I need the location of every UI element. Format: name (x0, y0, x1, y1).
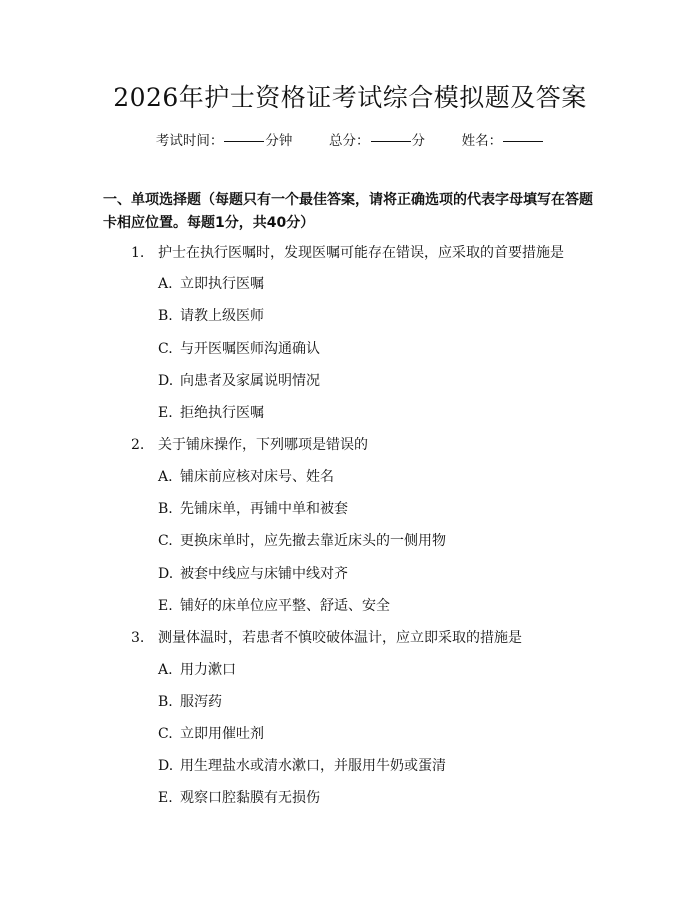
time-label: 考试时间： (155, 133, 224, 149)
score-unit: 分 (411, 133, 425, 149)
option-item (158, 531, 446, 551)
question-1 (131, 243, 564, 263)
page-title: 2026年护士资格证考试综合模拟题及答案 (113, 83, 587, 112)
name-label: 姓名： (461, 133, 503, 149)
option-text: 铺好的床单位应平整、舒适、安全 (180, 598, 390, 614)
option-letter: E. (158, 405, 173, 421)
option-item (158, 756, 446, 776)
option-item (158, 660, 236, 680)
option-letter: D. (158, 373, 174, 389)
score-label: 总分： (329, 133, 370, 149)
option-letter: C. (158, 341, 173, 357)
option-item (158, 371, 320, 391)
option-item (158, 306, 264, 326)
option-text: 立即执行医嘱 (180, 276, 264, 292)
time-unit: 分钟 (265, 133, 293, 149)
question-stem: 测量体温时，若患者不慎咬破体温计，应立即采取的措施是 (158, 630, 522, 646)
exam-meta-line (0, 131, 700, 151)
question-number: 2. (131, 437, 145, 453)
option-item (158, 788, 320, 808)
question-stem: 关于铺床操作，下列哪项是错误的 (158, 437, 368, 453)
option-letter: A. (158, 469, 173, 485)
section-heading: 一、单项选择题（每题只有一个最佳答案，请将正确选项的代表字母填写在答题卡相应位置。每题1分，共40分） (103, 192, 593, 231)
option-text: 观察口腔黏膜有无损伤 (180, 790, 320, 806)
option-item (158, 339, 320, 359)
option-letter: B. (158, 308, 173, 324)
option-item (158, 724, 264, 744)
option-item (158, 467, 334, 487)
option-text: 先铺床单，再铺中单和被套 (180, 501, 348, 517)
option-text: 立即用催吐剂 (180, 726, 264, 742)
question-number: 3. (131, 630, 145, 646)
time-blank (224, 141, 264, 142)
question-3 (131, 628, 522, 648)
question-number: 1. (131, 245, 145, 261)
option-text: 更换床单时，应先撤去靠近床头的一侧用物 (180, 533, 446, 549)
option-letter: E. (158, 598, 173, 614)
name-blank (503, 141, 543, 142)
option-item (158, 274, 264, 294)
option-letter: B. (158, 501, 173, 517)
option-item (158, 596, 390, 616)
option-item (158, 499, 348, 519)
question-stem: 护士在执行医嘱时，发现医嘱可能存在错误，应采取的首要措施是 (158, 245, 564, 261)
option-text: 请教上级医师 (180, 308, 264, 324)
option-text: 被套中线应与床铺中线对齐 (180, 566, 348, 582)
option-letter: E. (158, 790, 173, 806)
option-letter: D. (158, 566, 174, 582)
option-text: 与开医嘱医师沟通确认 (180, 341, 320, 357)
option-letter: A. (158, 662, 173, 678)
option-text: 向患者及家属说明情况 (180, 373, 320, 389)
option-letter: B. (158, 694, 173, 710)
option-letter: A. (158, 276, 173, 292)
score-blank (371, 141, 411, 142)
option-text: 服泻药 (180, 694, 222, 710)
option-letter: D. (158, 758, 174, 774)
option-letter: C. (158, 533, 173, 549)
option-text: 用生理盐水或清水漱口，并服用牛奶或蛋清 (180, 758, 446, 774)
option-text: 用力漱口 (180, 662, 236, 678)
option-letter: C. (158, 726, 173, 742)
option-text: 铺床前应核对床号、姓名 (180, 469, 334, 485)
question-2 (131, 435, 368, 455)
option-text: 拒绝执行医嘱 (180, 405, 264, 421)
option-item (158, 403, 264, 423)
option-item (158, 692, 222, 712)
option-item (158, 564, 348, 584)
